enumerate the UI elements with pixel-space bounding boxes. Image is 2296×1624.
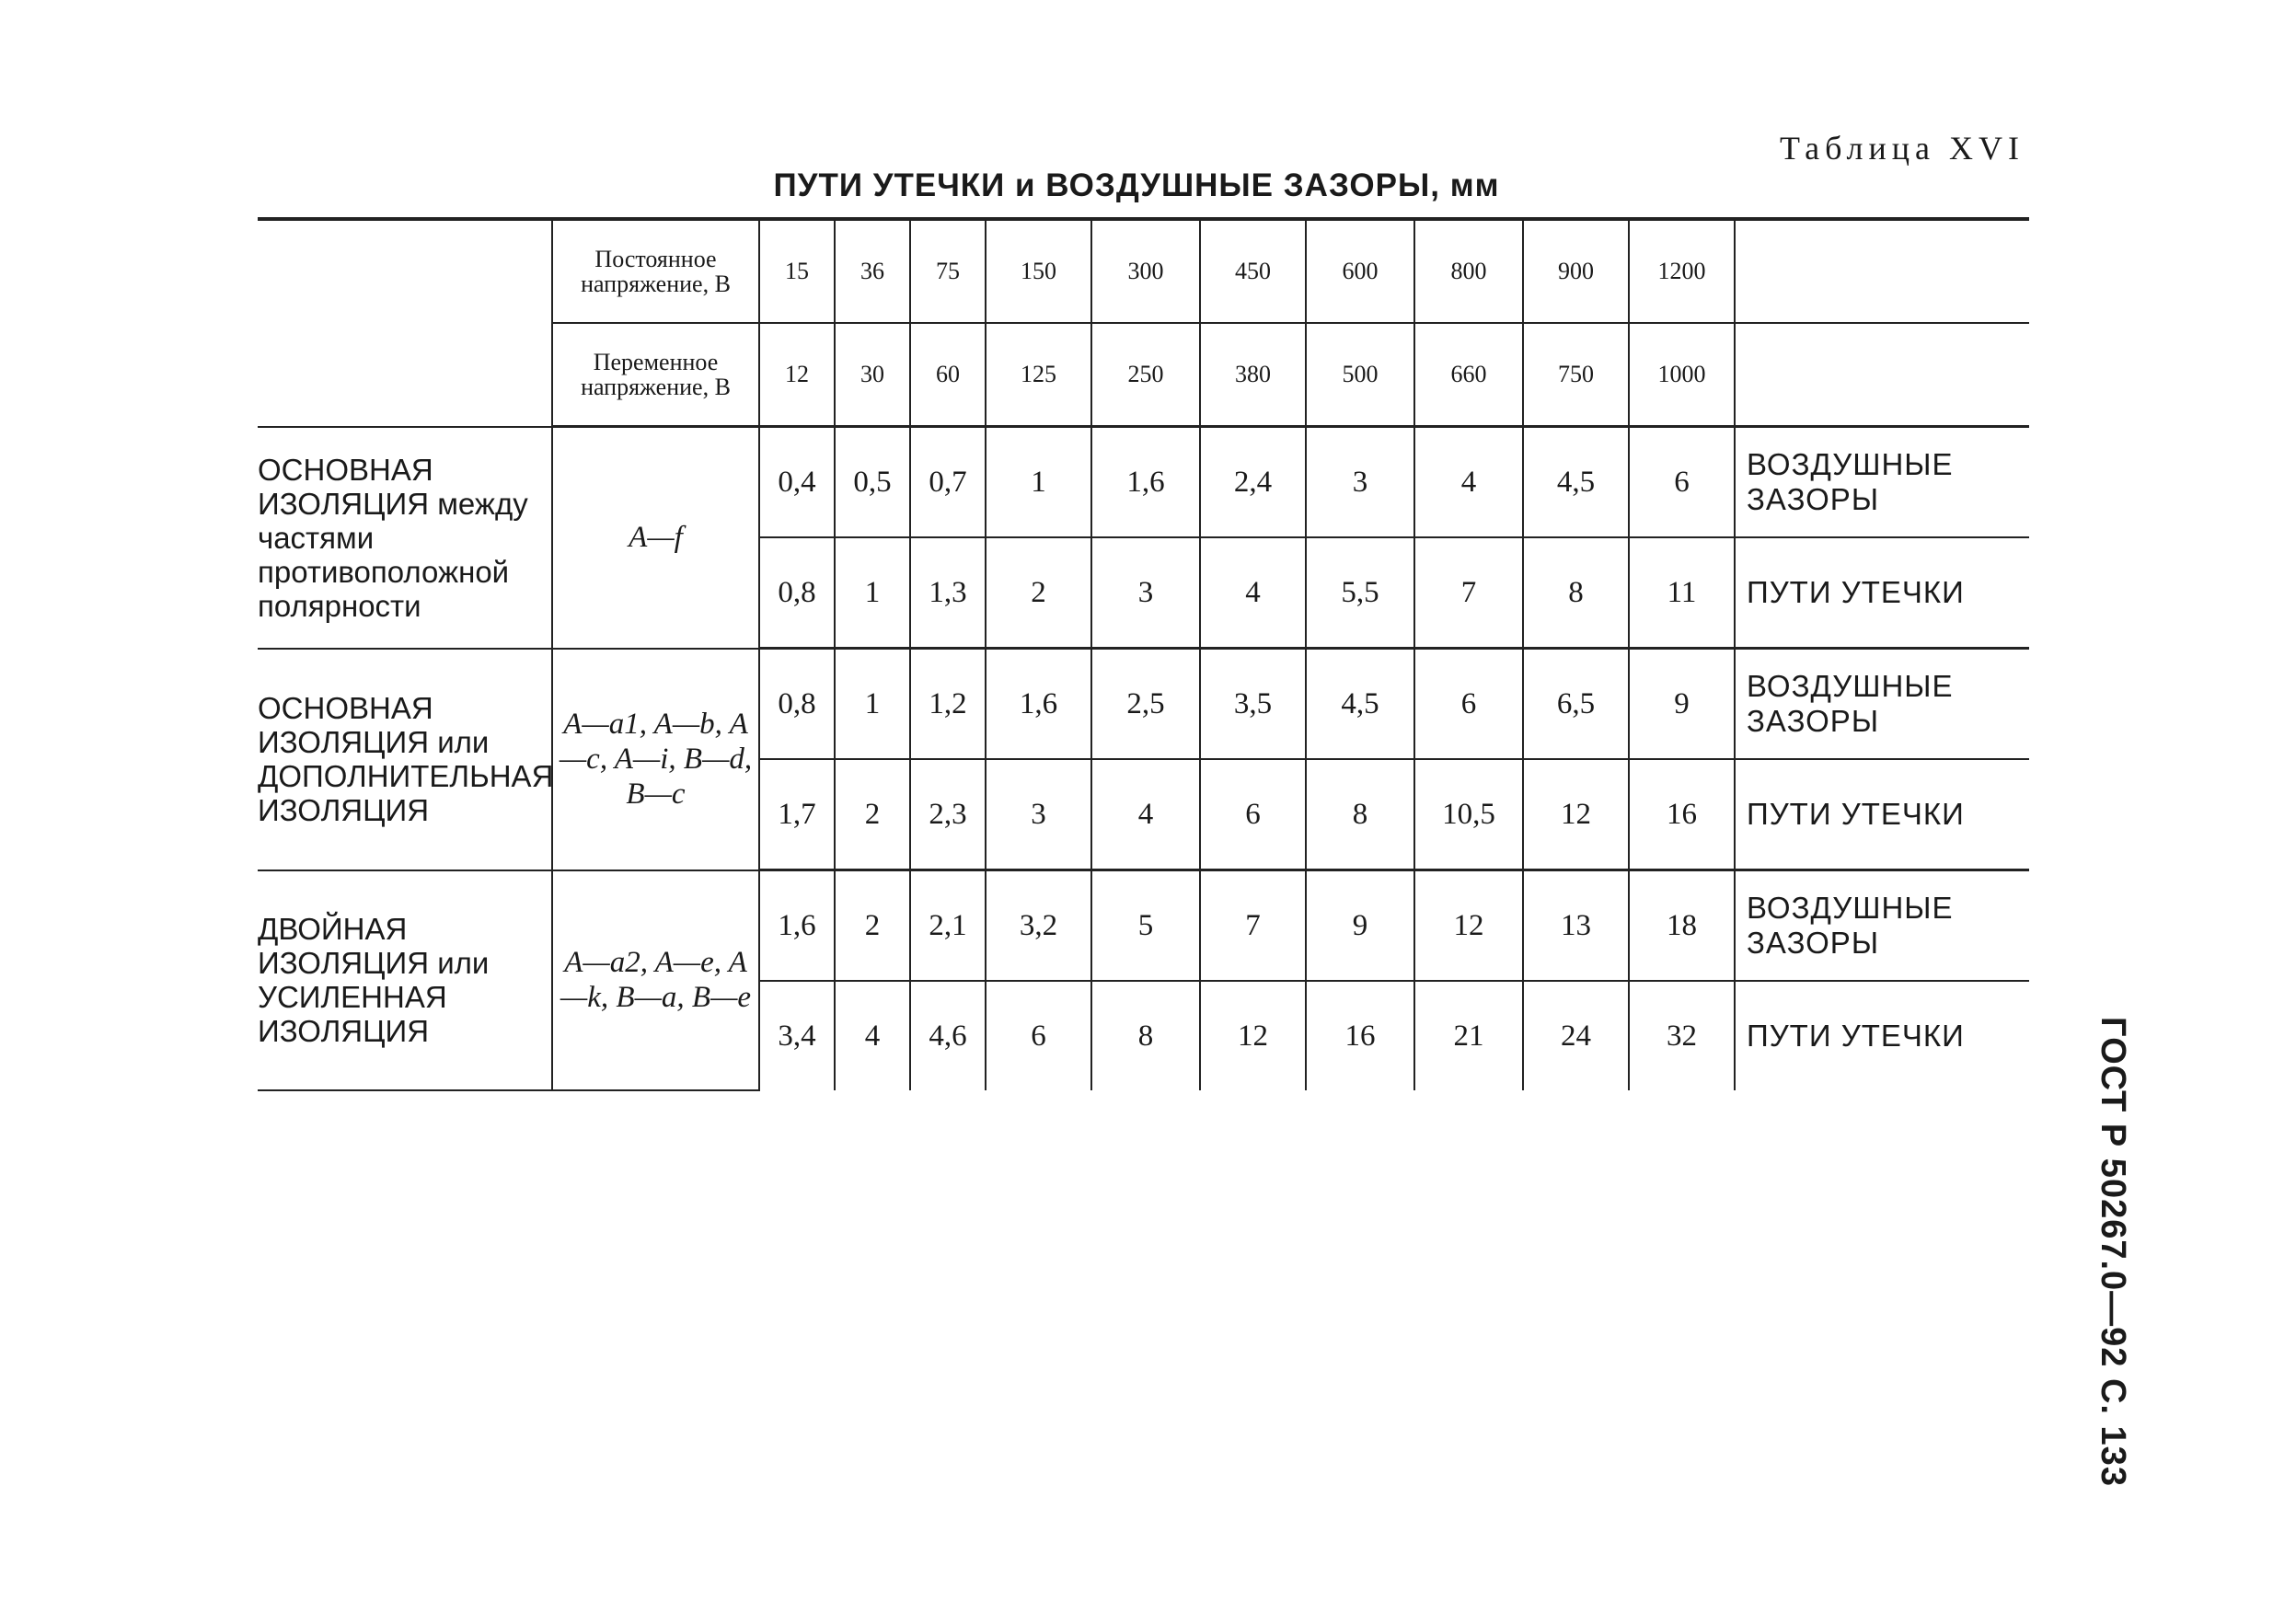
value-cell: 4 xyxy=(1091,759,1200,870)
value-cell: 5 xyxy=(1091,870,1200,982)
value-cell: 4 xyxy=(1414,427,1523,538)
dc-voltage-cell: 36 xyxy=(835,219,910,323)
value-cell: 5,5 xyxy=(1306,537,1414,649)
clearance-label: ВОЗДУШНЫЕ ЗАЗОРЫ xyxy=(1735,649,2029,760)
dc-voltage-cell: 300 xyxy=(1091,219,1200,323)
ac-voltage-cell: 125 xyxy=(986,323,1091,427)
table-number-label: Таблица XVI xyxy=(1780,130,2025,167)
value-cell: 24 xyxy=(1523,981,1629,1090)
dc-voltage-cell: 900 xyxy=(1523,219,1629,323)
value-cell: 4 xyxy=(835,981,910,1090)
value-cell: 8 xyxy=(1091,981,1200,1090)
value-cell: 4,6 xyxy=(910,981,986,1090)
ac-voltage-cell: 12 xyxy=(759,323,835,427)
creepage-label: ПУТИ УТЕЧКИ xyxy=(1735,759,2029,870)
value-cell: 8 xyxy=(1523,537,1629,649)
value-cell: 4 xyxy=(1200,537,1306,649)
creepage-label: ПУТИ УТЕЧКИ xyxy=(1735,537,2029,649)
value-cell: 1,2 xyxy=(910,649,986,760)
value-cell: 4,5 xyxy=(1306,649,1414,760)
value-cell: 13 xyxy=(1523,870,1629,982)
value-cell: 2 xyxy=(835,870,910,982)
value-cell: 0,8 xyxy=(759,649,835,760)
value-cell: 2,4 xyxy=(1200,427,1306,538)
value-cell: 1,3 xyxy=(910,537,986,649)
value-cell: 7 xyxy=(1414,537,1523,649)
value-cell: 3,5 xyxy=(1200,649,1306,760)
clearance-row xyxy=(258,649,2029,760)
table-body xyxy=(258,219,2029,1090)
value-cell: 0,5 xyxy=(835,427,910,538)
table-title: ПУТИ УТЕЧКИ и ВОЗДУШНЫЕ ЗАЗОРЫ, мм xyxy=(773,167,1500,203)
dc-voltage-cell: 450 xyxy=(1200,219,1306,323)
value-cell: 1,6 xyxy=(986,649,1091,760)
corner-cell xyxy=(258,219,552,427)
value-cell: 18 xyxy=(1629,870,1735,982)
value-cell: 2,3 xyxy=(910,759,986,870)
value-cell: 1,6 xyxy=(1091,427,1200,538)
document-reference-text: ГОСТ Р 50267.0—92 С. 133 xyxy=(2093,1016,2132,1487)
ac-voltage-cell: 1000 xyxy=(1629,323,1735,427)
value-cell: 16 xyxy=(1306,981,1414,1090)
ac-voltage-cell: 60 xyxy=(910,323,986,427)
insulation-type-label: ДВОЙНАЯ ИЗОЛЯЦИЯ или УСИЛЕННАЯ ИЗОЛЯЦИЯ xyxy=(258,870,552,1091)
value-cell: 4,5 xyxy=(1523,427,1629,538)
value-cell: 2 xyxy=(835,759,910,870)
value-cell: 3 xyxy=(986,759,1091,870)
value-cell: 1,7 xyxy=(759,759,835,870)
value-cell: 2,1 xyxy=(910,870,986,982)
dc-voltage-cell: 600 xyxy=(1306,219,1414,323)
value-cell: 3 xyxy=(1306,427,1414,538)
ac-voltage-cell: 30 xyxy=(835,323,910,427)
ac-voltage-label: Переменное напряжение, В xyxy=(552,323,759,427)
value-cell: 32 xyxy=(1629,981,1735,1090)
value-cell: 6 xyxy=(1629,427,1735,538)
insulation-type-label: ОСНОВНАЯ ИЗОЛЯЦИЯ или ДОПОЛНИТЕЛЬНАЯ ИЗОЛЯЦИЯ xyxy=(258,649,552,870)
part-pairs-label: A—f xyxy=(552,427,759,649)
value-cell: 11 xyxy=(1629,537,1735,649)
value-cell: 0,8 xyxy=(759,537,835,649)
insulation-type-label: ОСНОВНАЯ ИЗОЛЯЦИЯ между частями противоположной полярности xyxy=(258,427,552,649)
value-cell: 3,2 xyxy=(986,870,1091,982)
value-cell: 1 xyxy=(835,649,910,760)
clearance-label: ВОЗДУШНЫЕ ЗАЗОРЫ xyxy=(1735,870,2029,982)
ac-voltage-cell: 500 xyxy=(1306,323,1414,427)
part-pairs-label: A—a2, A—e, A—k, B—a, B—e xyxy=(552,870,759,1091)
dc-voltage-cell: 75 xyxy=(910,219,986,323)
value-cell: 10,5 xyxy=(1414,759,1523,870)
value-cell: 7 xyxy=(1200,870,1306,982)
value-cell: 9 xyxy=(1306,870,1414,982)
part-pairs-label: A—a1, A—b, A—c, A—i, B—d, B—c xyxy=(552,649,759,870)
clearance-label: ВОЗДУШНЫЕ ЗАЗОРЫ xyxy=(1735,427,2029,538)
value-cell: 0,4 xyxy=(759,427,835,538)
value-cell: 0,7 xyxy=(910,427,986,538)
value-cell: 1,6 xyxy=(759,870,835,982)
dc-voltage-cell: 15 xyxy=(759,219,835,323)
dc-voltage-row xyxy=(258,219,2029,323)
ac-voltage-cell: 660 xyxy=(1414,323,1523,427)
clearance-row xyxy=(258,427,2029,538)
dc-voltage-cell: 150 xyxy=(986,219,1091,323)
ac-voltage-cell: 750 xyxy=(1523,323,1629,427)
clearance-row xyxy=(258,870,2029,982)
document-reference xyxy=(2080,989,2144,1514)
value-cell: 6 xyxy=(986,981,1091,1090)
ac-voltage-cell: 380 xyxy=(1200,323,1306,427)
clearance-creepage-table xyxy=(258,217,2029,1091)
value-cell: 21 xyxy=(1414,981,1523,1090)
value-cell: 12 xyxy=(1200,981,1306,1090)
value-cell: 12 xyxy=(1414,870,1523,982)
value-cell: 1 xyxy=(835,537,910,649)
value-cell: 3 xyxy=(1091,537,1200,649)
value-cell: 1 xyxy=(986,427,1091,538)
value-cell: 6,5 xyxy=(1523,649,1629,760)
value-cell: 12 xyxy=(1523,759,1629,870)
value-cell: 16 xyxy=(1629,759,1735,870)
value-cell: 9 xyxy=(1629,649,1735,760)
value-cell: 6 xyxy=(1414,649,1523,760)
unit-header-cell xyxy=(1735,323,2029,427)
unit-header-cell xyxy=(1735,219,2029,323)
value-cell: 2 xyxy=(986,537,1091,649)
value-cell: 8 xyxy=(1306,759,1414,870)
creepage-label: ПУТИ УТЕЧКИ xyxy=(1735,981,2029,1090)
value-cell: 3,4 xyxy=(759,981,835,1090)
ac-voltage-cell: 250 xyxy=(1091,323,1200,427)
value-cell: 6 xyxy=(1200,759,1306,870)
dc-voltage-label: Постоянное напряжение, В xyxy=(552,219,759,323)
value-cell: 2,5 xyxy=(1091,649,1200,760)
dc-voltage-cell: 1200 xyxy=(1629,219,1735,323)
dc-voltage-cell: 800 xyxy=(1414,219,1523,323)
